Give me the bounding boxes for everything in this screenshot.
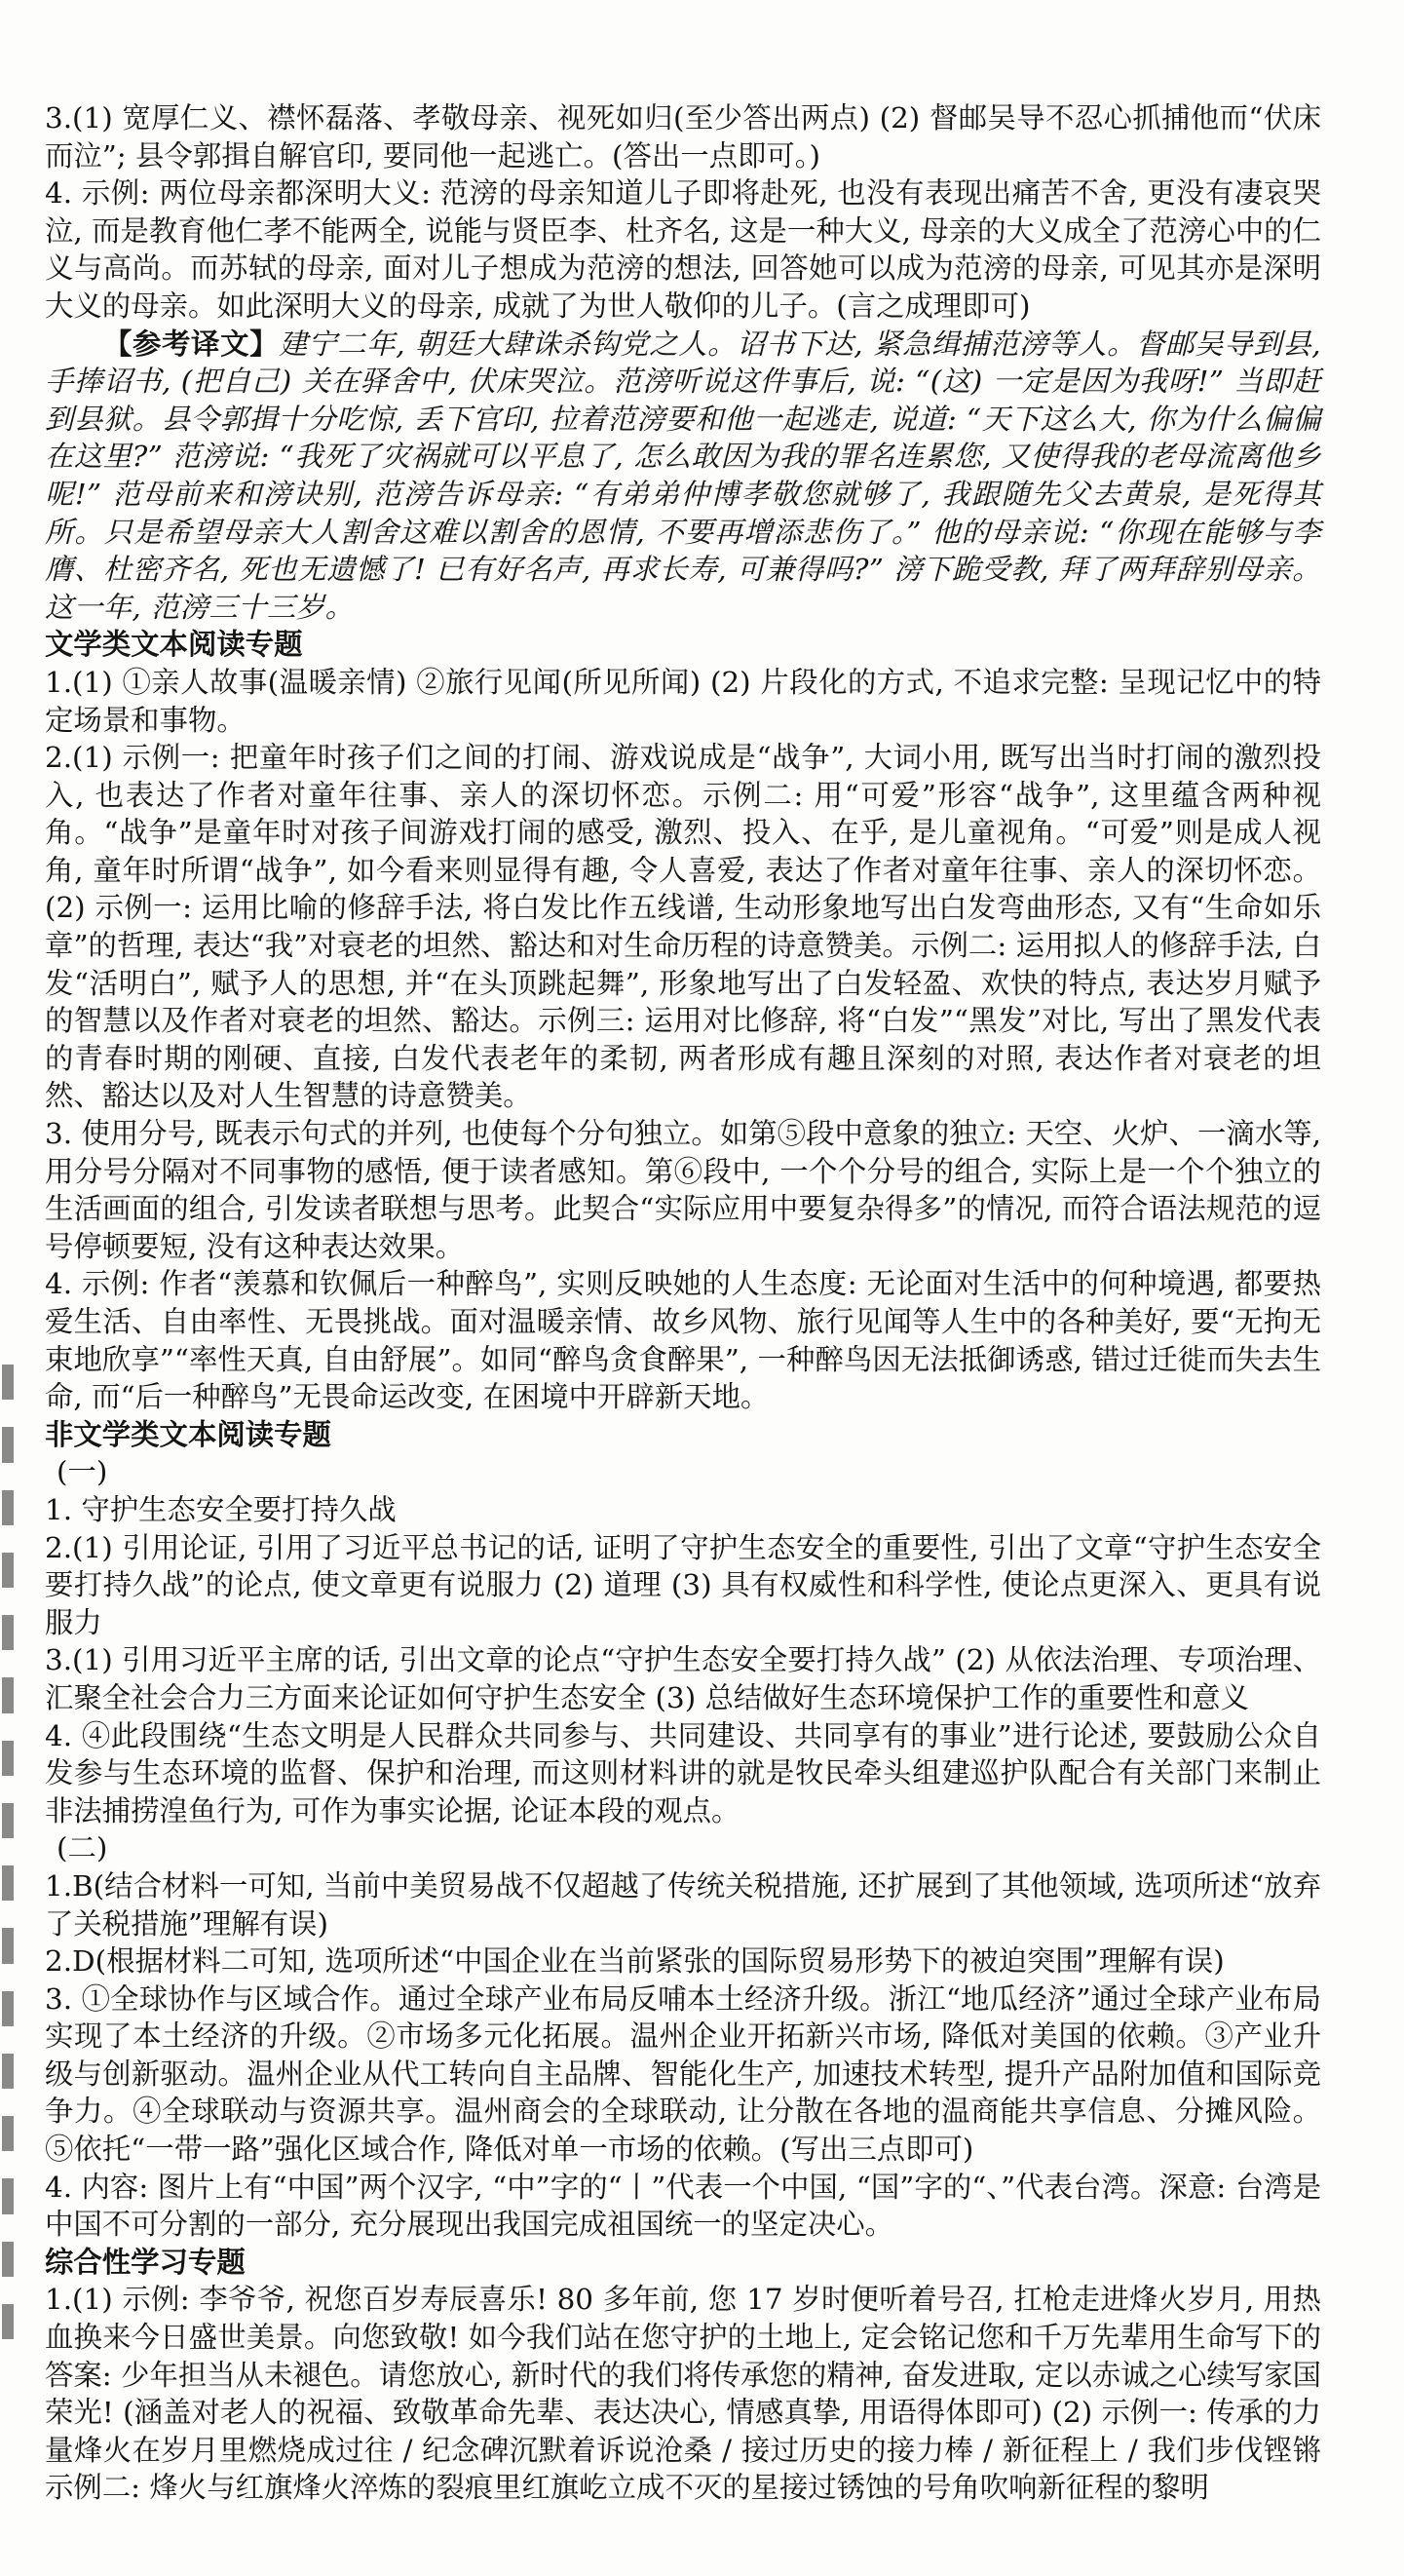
reference-translation [45,326,1321,627]
nonliterary-1-answer-4: 4. ④此段围绕“生态文明是人民群众共同参与、共同建设、共同享有的事业”进行论述, 要鼓励公众自发参与生态环境的监督、保护和治理, 而这则材料讲的就是牧民牵头组建巡护队配合有关部门来制止非法捕捞湟鱼行为, 可作为事实论据, 论证本段的观点。 [45,1718,1321,1827]
comprehensive-answer-1: 1.(1) 示例: 李爷爷, 祝您百岁寿辰喜乐! 80 多年前, 您 17 岁时便听着号召, 扛枪走进烽火岁月, 用热血换来今日盛世美景。向您致敬! 如今我们站在您守护的土地上, 定会铭记您和千万先辈用生命写下的答案: 少年担当从未褪色。请您放心, 新时代的我们将传承您的精神, 奋发进取, 定以赤诚之心续写家国荣光! (涵盖对老人的祝福、致敬革命先辈、表达决心, 情感真挚, 用语得体即可) (2) 示例一: 传承的力量烽火在岁月里燃烧成过往 / 纪念碑沉默着诉说沧桑 / 接过历史的接力棒 / 新征程上 / 我们步伐铿锵示例二: 烽火与红旗烽火淬炼的裂痕里红旗屹立成不灭的星接过锈蚀的号角吹响新征程的黎明 [45,2283,1321,2505]
subsection-label-2: (二) [57,1831,108,1865]
nonliterary-1-answer-3: 3.(1) 引用习近平主席的话, 引出文章的论点“守护生态安全要打持久战” (2) 从依法治理、专项治理、汇聚全社会合力三方面来论证如何守护生态安全 (3) 总结做好生态环境保护工作的重要性和意义 [45,1643,1321,1714]
nonliterary-2-answer-2: 2.D(根据材料二可知, 选项所述“中国企业在当前紧张的国际贸易形势下的被迫突围”理解有误) [45,1944,1225,1979]
nonliterary-1-answer-2: 2.(1) 引用论证, 引用了习近平总书记的话, 证明了守护生态安全的重要性, 引出了文章“守护生态安全要打持久战”的论点, 使文章更有说服力 (2) 道理 (3) 具有权威性和科学性, 使论点更深入、更具有说服力 [45,1530,1321,1639]
nonliterary-1-answer-1: 1. 守护生态安全要打持久战 [45,1492,397,1526]
answer-content [45,99,1321,2507]
binding-edge-marks [0,1365,16,2339]
literary-answer-4: 4. 示例: 作者“羡慕和钦佩后一种醉鸟”, 实则反映她的人生态度: 无论面对生活中的何种境遇, 都要热爱生活、自由率性、无畏挑战。面对温暖亲情、故乡风物、旅行见闻等人生中的各种美好, 要“无拘无束地欣享”“率性天真, 自由舒展”。如同“醉鸟贪食醉果”, 一种醉鸟因无法抵御诱惑, 错过迁徙而失去生命, 而“后一种醉鸟”无畏命运改变, 在困境中开辟新天地。 [45,1267,1321,1414]
translation-label: 【参考译文】 [103,326,280,361]
nonliterary-2-answer-4: 4. 内容: 图片上有“中国”两个汉字, “中”字的“丨”代表一个中国, “国”字的“、”代表台湾。深意: 台湾是中国不可分割的一部分, 充分展现出我国完成祖国统一的坚定决心。 [45,2170,1321,2242]
continuation-answer-4: 4. 示例: 两位母亲都深明大义: 范滂的母亲知道儿子即将赴死, 也没有表现出痛苦不舍, 更没有凄哀哭泣, 而是教育他仁孝不能两全, 说能与贤臣李、杜齐名, 这是一种大义, 母亲的大义成全了范滂心中的仁义与高尚。而苏轼的母亲, 面对儿子想成为范滂的想法, 回答她可以成为范滂的母亲, 可见其亦是深明大义的母亲。如此深明大义的母亲, 成就了为世人敬仰的儿子。(言之成理即可) [45,176,1321,323]
nonliterary-2-answer-3: 3. ①全球协作与区域合作。通过全球产业布局反哺本土经济升级。浙江“地瓜经济”通过全球产业布局实现了本土经济的升级。②市场多元化拓展。温州企业开拓新兴市场, 降低对美国的依赖。③产业升级与创新驱动。温州企业从代工转向自主品牌、智能化生产, 加速技术转型, 提升产品附加值和国际竞争力。④全球联动与资源共享。温州商会的全球联动, 让分散在各地的温商能共享信息、分摊风险。⑤依托“一带一路”强化区域合作, 降低对单一市场的依赖。(写出三点即可) [45,1981,1321,2167]
section-heading-literary: 文学类文本阅读专题 [45,628,303,662]
section-heading-comprehensive: 综合性学习专题 [45,2245,246,2279]
literary-answer-3: 3. 使用分号, 既表示句式的并列, 也使每个分句独立。如第⑤段中意象的独立: 天空、火炉、一滴水等, 用分号分隔对不同事物的感悟, 便于读者感知。第⑥段中, 一个个分号的组合, 实际上是一个个独立的生活画面的组合, 引发读者联想与思考。此契合“实际应用中要复杂得多”的情况, 而符合语法规范的逗号停顿要短, 没有这种表达效果。 [45,1117,1321,1263]
literary-answer-1: 1.(1) ①亲人故事(温暖亲情) ②旅行见闻(所见所闻) (2) 片段化的方式, 不追求完整: 呈现记忆中的特定场景和事物。 [45,665,1321,737]
literary-answer-2: 2.(1) 示例一: 把童年时孩子们之间的打闹、游戏说成是“战争”, 大词小用, 既写出当时打闹的激烈投入, 也表达了作者对童年往事、亲人的深切怀恋。示例二: 用“可爱”形容“战争”, 这里蕴含两种视角。“战争”是童年时对孩子间游戏打闹的感受, 激烈、投入、在乎, 是儿童视角。“可爱”则是成人视角, 童年时所谓“战争”, 如今看来则显得有趣, 令人喜爱, 表达了作者对童年往事、亲人的深切怀恋。(2) 示例一: 运用比喻的修辞手法, 将白发比作五线谱, 生动形象地写出白发弯曲形态, 又有“生命如乐章”的哲理, 表达“我”对衰老的坦然、豁达和对生命历程的诗意赞美。示例二: 运用拟人的修辞手法, 白发“活明白”, 赋予人的思想, 并“在头顶跳起舞”, 形象地写出了白发轻盈、欢快的特点, 表达岁月赋予的智慧以及作者对衰老的坦然、豁达。示例三: 运用对比修辞, 将“白发”“黑发”对比, 写出了黑发代表的青春时期的刚硬、直接, 白发代表老年的柔韧, 两者形成有趣且深刻的对照, 表达作者对衰老的坦然、豁达以及对人生智慧的诗意赞美。 [45,741,1321,1113]
translation-text: 建宁二年, 朝廷大肆诛杀钩党之人。诏书下达, 紧急缉捕范滂等人。督邮吴导到县, 手捧诏书, (把自己) 关在驿舍中, 伏床哭泣。范滂听说这件事后, 说: “(这) 一定是因为我呀!” 当即赶到县狱。县令郭揖十分吃惊, 丢下官印, 拉着范滂要和他一起逃走, 说道: “天下这么大, 你为什么偏偏在这里?” 范滂说: “我死了灾祸就可以平息了, 怎么敢因为我的罪名连累您, 又使得我的老母流离他乡呢!” 范母前来和滂诀别, 范滂告诉母亲: “有弟弟仲博孝敬您就够了, 我跟随先父去黄泉, 是死得其所。只是希望母亲大人割舍这难以割舍的恩情, 不要再增添悲伤了。” 他的母亲说: “你现在能够与李膺、杜密齐名, 死也无遗憾了! 已有好名声, 再求长寿, 可兼得吗?” 滂下跪受教, 拜了两拜辞别母亲。这一年, 范滂三十三岁。 [45,327,1321,624]
section-heading-nonliterary: 非文学类文本阅读专题 [45,1417,331,1451]
nonliterary-2-answer-1: 1.B(结合材料一可知, 当前中美贸易战不仅超越了传统关税措施, 还扩展到了其他领域, 选项所述“放弃了关税措施”理解有误) [45,1868,1321,1941]
subsection-label-1: (一) [57,1455,108,1489]
continuation-answer-3: 3.(1) 宽厚仁义、襟怀磊落、孝敬母亲、视死如归(至少答出两点) (2) 督邮吴导不忍心抓捕他而“伏床而泣”; 县令郭揖自解官印, 要同他一起逃亡。(答出一点即可。) [45,101,1321,173]
